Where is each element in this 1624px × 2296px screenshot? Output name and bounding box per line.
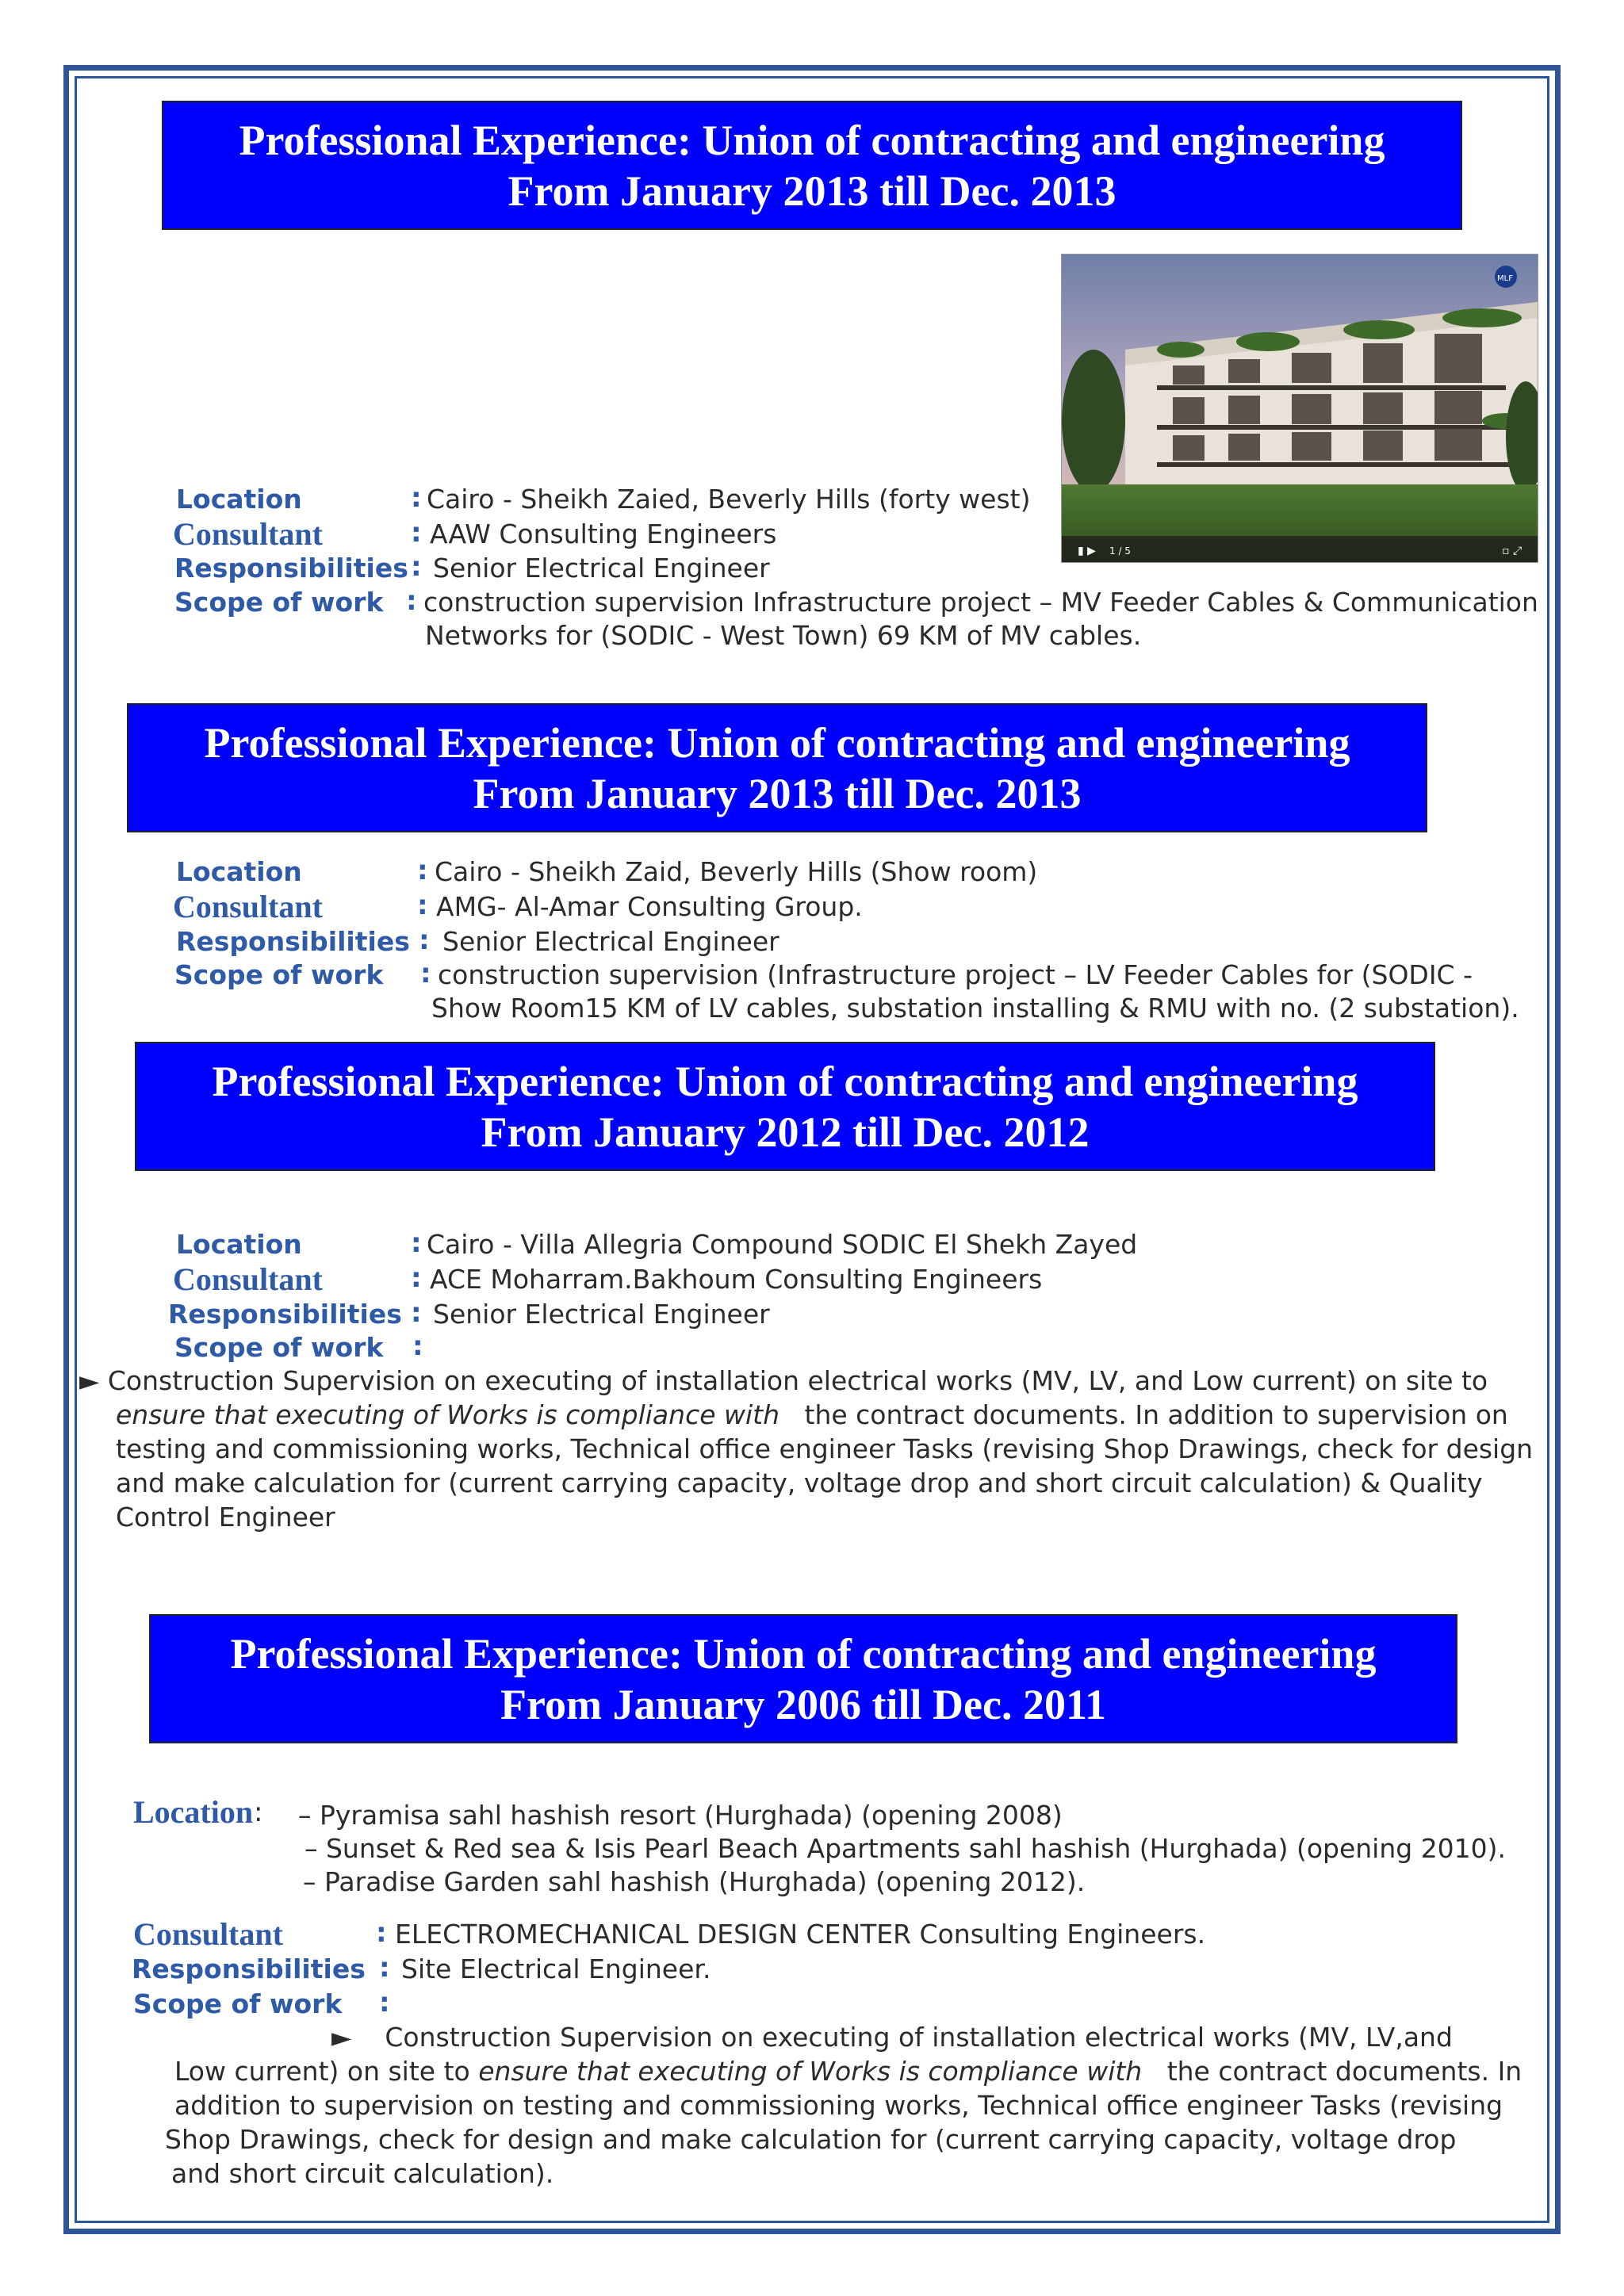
photo-counter: 1 / 5 [1109, 545, 1131, 557]
section-4-title: Professional Experience: Union of contracting and engineering [230, 1630, 1377, 1678]
section-4-banner [149, 1614, 1457, 1743]
s3-desc-line1: Construction Supervision on executing of installation electrical works (MV, LV, and Low current) on site to [107, 1365, 1488, 1396]
s3-location-label: Location [176, 1229, 302, 1260]
s3-location: Cairo - Villa Allegria Compound SODIC El Shekh Zayed [427, 1229, 1138, 1260]
s1-consultant-label: Consultant [173, 516, 323, 552]
s4-location-item-1: – Pyramisa sahl hashish resort (Hurghada) (opening 2008) [298, 1800, 1063, 1831]
s4-consultant-label: Consultant [133, 1916, 283, 1952]
s4-location-label: Location [133, 1794, 254, 1830]
s3-consultant-colon: : [411, 1262, 422, 1294]
s4-consultant-colon: : [376, 1917, 387, 1949]
s2-consultant: AMG- Al-Amar Consulting Group. [436, 891, 863, 922]
s3-location-colon: : [411, 1227, 422, 1259]
s1-responsibilities-label: Responsibilities [174, 553, 408, 584]
s4-responsibilities-label: Responsibilities [132, 1954, 366, 1984]
s2-responsibilities-colon: : [419, 924, 430, 956]
s1-location: Cairo - Sheikh Zaied, Beverly Hills (forty west) [427, 484, 1031, 515]
s3-responsibilities-label: Responsibilities [168, 1299, 402, 1330]
section-1-title: Professional Experience: Union of contracting and engineering [239, 117, 1385, 164]
s1-responsibilities: Senior Electrical Engineer [433, 553, 770, 584]
s1-location-label: Location [176, 484, 302, 515]
s4-responsibilities: Site Electrical Engineer. [401, 1954, 711, 1984]
photo-brand: MLF [1497, 274, 1513, 283]
s4-responsibilities-colon: : [379, 1952, 390, 1984]
building-photo[interactable] [1061, 254, 1538, 563]
s2-scope-colon: : [420, 958, 431, 989]
s3-responsibilities-colon: : [411, 1297, 422, 1329]
s2-responsibilities-label: Responsibilities [176, 926, 410, 957]
s1-responsibilities-colon: : [411, 551, 422, 583]
s3-consultant: ACE Moharram.Bakhoum Consulting Engineers [430, 1264, 1043, 1295]
s3-scope-description [79, 1364, 1533, 1534]
svg-text:▫ ⤢: ▫ ⤢ [1502, 545, 1522, 557]
s4-desc-line4: Shop Drawings, check for design and make calculation for (current carrying capacity, voltage drop [165, 2124, 1457, 2155]
section-3-period: From January 2012 till Dec. 2012 [481, 1108, 1090, 1156]
s3-desc-line5: Control Engineer [116, 1502, 335, 1533]
s4-desc-line2-pre: Low current) on site to [174, 2056, 479, 2087]
s1-scope-colon: : [406, 585, 417, 617]
s3-desc-line2-italic: ensure that executing of Works is compliance with [116, 1399, 780, 1430]
s1-location-colon: : [411, 482, 422, 514]
s4-desc-line2-italic: ensure that executing of Works is compliance with [478, 2056, 1143, 2087]
s4-desc-line1: Construction Supervision on executing of installation electrical works (MV, LV,and [385, 2022, 1453, 2053]
section-2-period: From January 2013 till Dec. 2013 [473, 770, 1082, 817]
s4-scope-colon: : [379, 1987, 390, 2019]
s4-location-item-2: – Sunset & Red sea & Isis Pearl Beach Apartments sahl hashish (Hurghada) (opening 2010). [304, 1833, 1507, 1864]
s4-scope-label: Scope of work [133, 1988, 343, 2019]
s2-scope-line1: construction supervision (Infrastructure project – LV Feeder Cables for (SODIC - [438, 959, 1473, 990]
s3-desc-line2-rest: the contract documents. In addition to supervision on [779, 1399, 1508, 1430]
s2-scope-label: Scope of work [174, 959, 384, 990]
section-4-period: From January 2006 till Dec. 2011 [500, 1681, 1106, 1728]
s1-consultant: AAW Consulting Engineers [430, 519, 777, 549]
s3-scope-colon: : [412, 1330, 423, 1362]
s2-location-label: Location [176, 856, 302, 887]
s2-consultant-label: Consultant [173, 889, 323, 924]
s4-desc-line2-rest: the contract documents. In [1142, 2056, 1522, 2087]
section-3-title: Professional Experience: Union of contracting and engineering [212, 1058, 1358, 1105]
building-image [1062, 254, 1538, 562]
s2-location-colon: : [417, 855, 428, 886]
s1-consultant-colon: : [411, 517, 422, 549]
s2-scope-line2: Show Room15 KM of LV cables, substation installing & RMU with no. (2 substation). [431, 993, 1519, 1024]
section-2-title: Professional Experience: Union of contracting and engineering [204, 719, 1350, 767]
s2-consultant-colon: : [417, 890, 428, 921]
svg-text:▮ ▶: ▮ ▶ [1078, 545, 1096, 557]
s1-scope-line1: construction supervision Infrastructure project – MV Feeder Cables & Communication [423, 587, 1538, 618]
s4-scope-description [165, 2020, 1522, 2191]
s4-desc-line3: addition to supervision on testing and commissioning works, Technical office engineer Tasks (revising [174, 2090, 1503, 2121]
s2-responsibilities: Senior Electrical Engineer [442, 926, 779, 957]
section-1-banner [162, 101, 1462, 230]
section-1-period: From January 2013 till Dec. 2013 [508, 167, 1116, 215]
s4-location-item-3: – Paradise Garden sahl hashish (Hurghada) (opening 2012). [303, 1866, 1086, 1897]
s1-scope-line2: Networks for (SODIC - West Town) 69 KM of MV cables. [425, 620, 1142, 651]
s1-scope-label: Scope of work [174, 587, 384, 618]
s4-location-colon: : [254, 1797, 263, 1828]
s3-desc-line3: testing and commissioning works, Technical office engineer Tasks (revising Shop Drawings, check for design [116, 1433, 1534, 1464]
s4-desc-line5: and short circuit calculation). [171, 2158, 554, 2189]
s3-scope-label: Scope of work [174, 1332, 384, 1363]
s4-consultant: ELECTROMECHANICAL DESIGN CENTER Consulting Engineers. [395, 1919, 1206, 1950]
s3-desc-line4: and make calculation for (current carrying capacity, voltage drop and short circuit calculation) & Quality [116, 1468, 1483, 1498]
s3-consultant-label: Consultant [173, 1261, 323, 1297]
s3-bullet: ► [79, 1365, 100, 1396]
s4-bullet: ► [331, 2022, 352, 2053]
s2-location: Cairo - Sheikh Zaid, Beverly Hills (Show room) [435, 856, 1038, 887]
section-3-banner [135, 1042, 1435, 1171]
section-2-banner [127, 703, 1427, 832]
s3-responsibilities: Senior Electrical Engineer [433, 1299, 770, 1330]
